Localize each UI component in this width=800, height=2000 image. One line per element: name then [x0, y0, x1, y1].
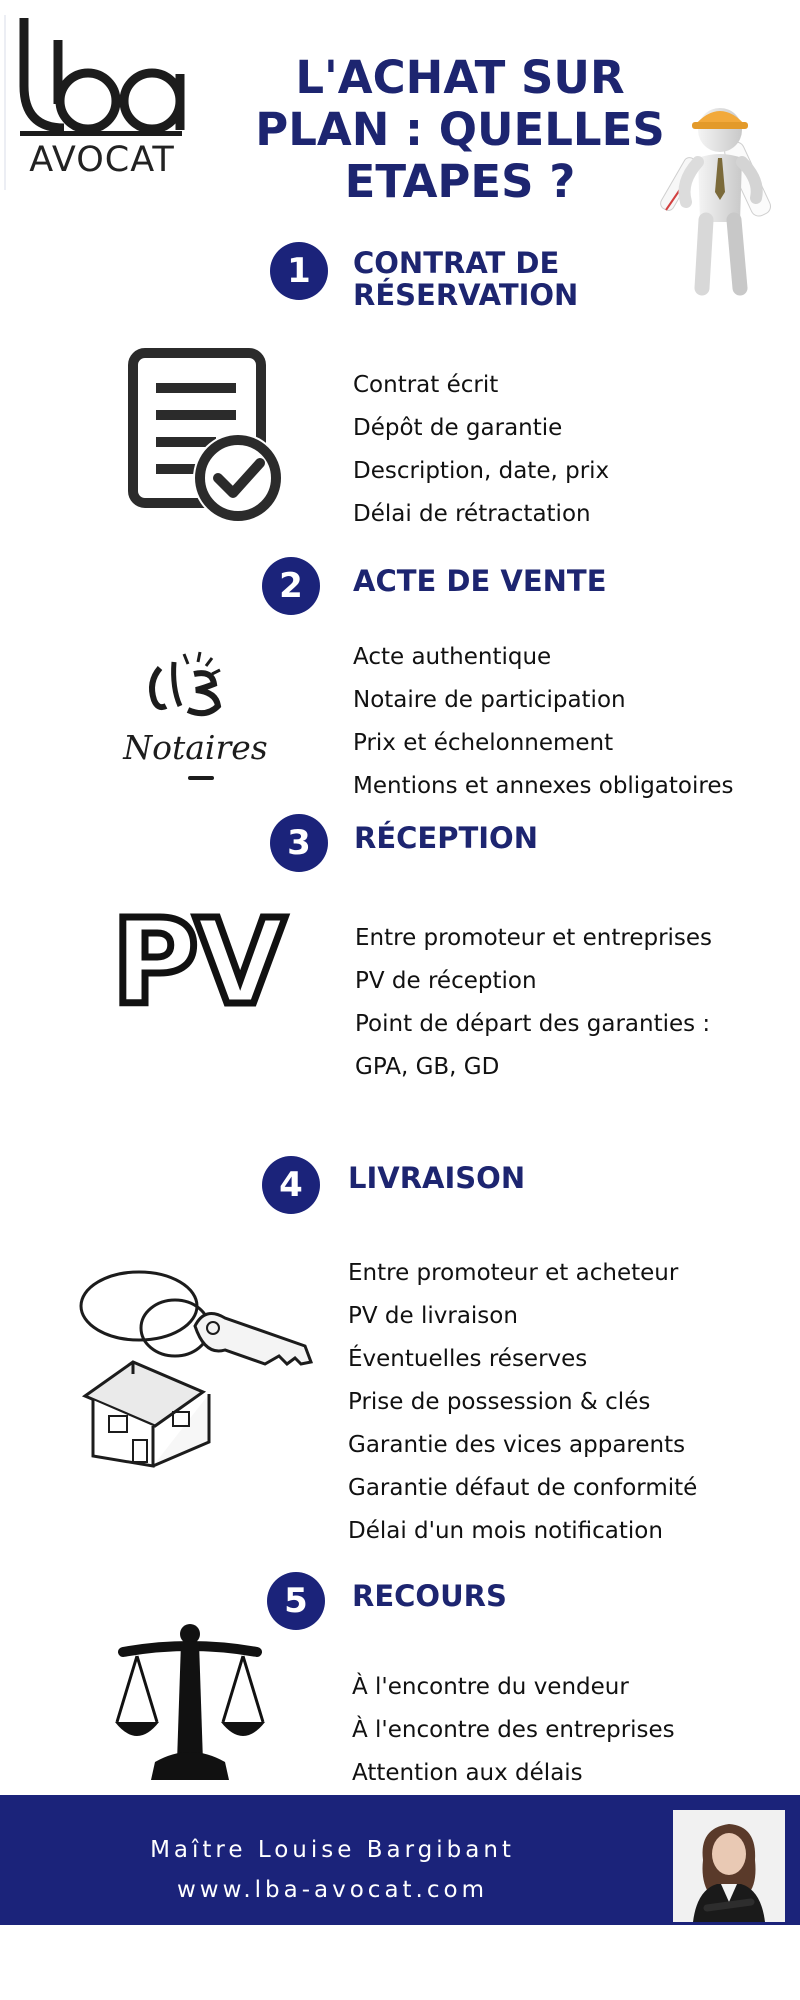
step-4-items	[348, 1252, 697, 1553]
step-5-heading	[352, 1580, 507, 1612]
list-item: Dépôt de garantie	[353, 415, 563, 441]
step-2-items	[353, 636, 733, 808]
logo-subtitle: AVOCAT	[29, 140, 175, 180]
logo-edge-divider	[4, 15, 6, 190]
step-4-heading	[348, 1162, 525, 1194]
scales-of-justice-icon	[115, 1622, 265, 1784]
list-item: Entre promoteur et entreprises	[355, 925, 713, 951]
list-item: Délai de rétractation	[353, 501, 591, 527]
heading-line: LIVRAISON	[348, 1161, 526, 1195]
heading-line: RECOURS	[352, 1579, 507, 1613]
step-2-number: 2	[262, 557, 320, 615]
step-3-heading	[354, 822, 538, 854]
marianne-emblem	[108, 648, 283, 726]
list-item: Entre promoteur et acheteur	[348, 1260, 679, 1286]
heading-line: ACTE DE VENTE	[353, 564, 607, 598]
step-4-number: 4	[262, 1156, 320, 1214]
notaires-logo	[108, 648, 283, 788]
list-item: GPA, GB, GD	[355, 1054, 500, 1080]
list-item: Prix et échelonnement	[353, 730, 614, 756]
step-3-items	[355, 917, 712, 1089]
list-item: Acte authentique	[353, 644, 552, 670]
list-item: Prise de possession & clés	[348, 1389, 651, 1415]
list-item: Notaire de participation	[353, 687, 626, 713]
title-line: L'ACHAT SUR	[295, 51, 625, 104]
step-5-items	[352, 1666, 675, 1795]
title-line: ETAPES ?	[344, 155, 576, 208]
step-3-number: 3	[270, 814, 328, 872]
lba-logo-mark	[18, 18, 186, 134]
step-1-heading	[353, 247, 578, 311]
footer-website-link[interactable]: www.lba-avocat.com	[177, 1877, 488, 1903]
brand-logo	[18, 18, 186, 178]
house-key-icon	[75, 1266, 320, 1472]
list-item: PV de livraison	[348, 1303, 518, 1329]
page-title	[245, 52, 675, 208]
step-1-items	[353, 364, 609, 536]
pv-icon: PV	[112, 893, 282, 1031]
notaires-underline	[188, 776, 214, 780]
list-item: Description, date, prix	[353, 458, 610, 484]
footer-lawyer-name: Maître Louise Bargibant	[150, 1837, 515, 1863]
lawyer-portrait-photo	[673, 1810, 785, 1922]
notaires-text: Notaires	[123, 728, 268, 767]
heading-line: RÉSERVATION	[353, 278, 579, 312]
heading-line: RÉCEPTION	[354, 821, 538, 855]
step-2-heading	[353, 565, 607, 597]
list-item: À l'encontre des entreprises	[352, 1717, 675, 1743]
contract-document-icon	[128, 348, 303, 528]
list-item: Attention aux délais	[352, 1760, 583, 1786]
builder-figure-illustration	[660, 100, 795, 300]
logo-rule	[20, 131, 182, 136]
step-5-number: 5	[267, 1572, 325, 1630]
step-1-number: 1	[270, 242, 328, 300]
list-item: Garantie des vices apparents	[348, 1432, 686, 1458]
list-item: Garantie défaut de conformité	[348, 1475, 698, 1501]
footer-banner	[0, 1795, 800, 1925]
list-item: Délai d'un mois notification	[348, 1518, 663, 1544]
title-line: PLAN : QUELLES	[255, 103, 665, 156]
heading-line: CONTRAT DE	[353, 246, 560, 280]
list-item: Point de départ des garanties :	[355, 1011, 711, 1037]
list-item: Mentions et annexes obligatoires	[353, 773, 734, 799]
list-item: À l'encontre du vendeur	[352, 1674, 629, 1700]
list-item: Contrat écrit	[353, 372, 499, 398]
list-item: Éventuelles réserves	[348, 1346, 588, 1372]
list-item: PV de réception	[355, 968, 537, 994]
